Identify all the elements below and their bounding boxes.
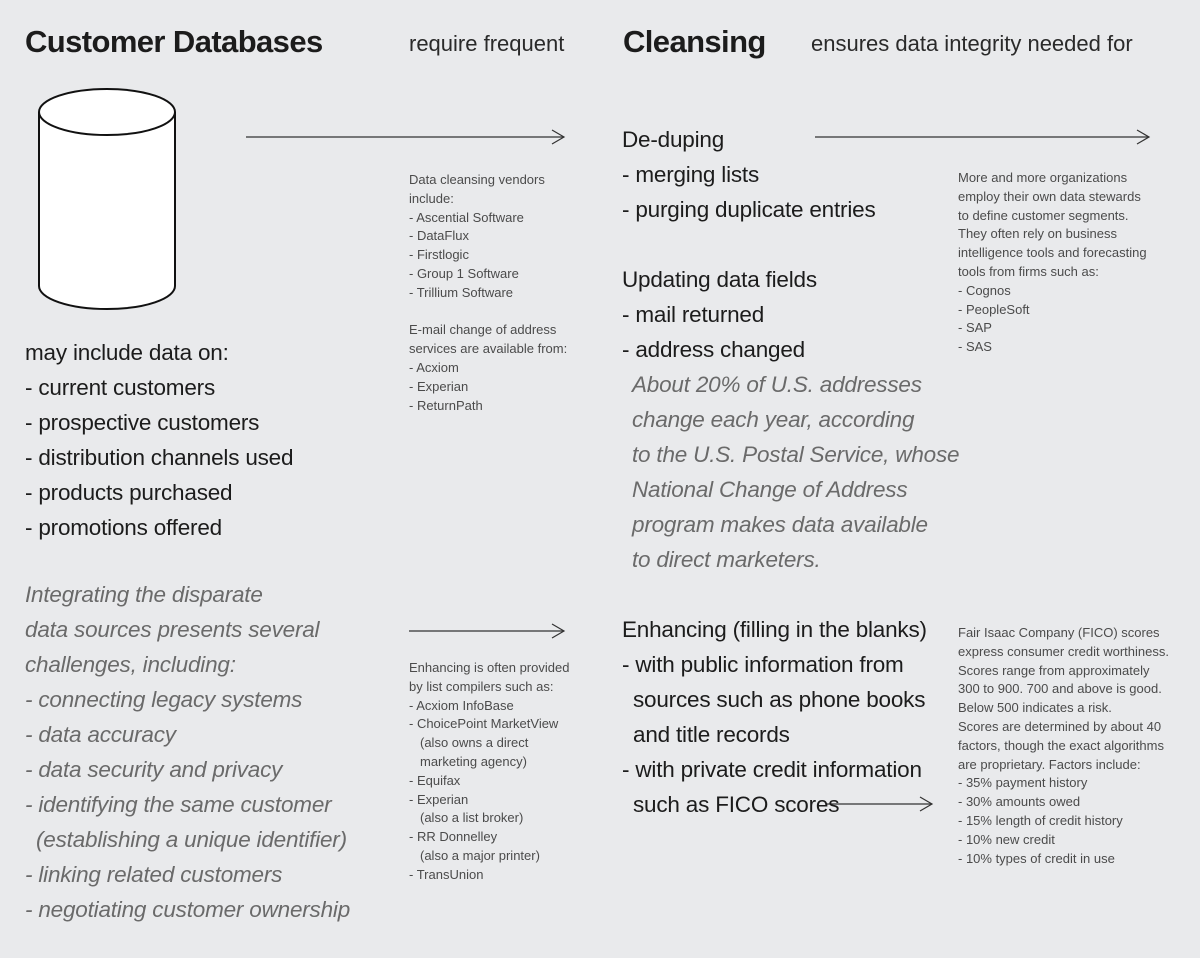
providers-line: - RR Donnelley <box>409 829 498 845</box>
updating-line: - address changed <box>622 337 805 362</box>
includes-item: - promotions offered <box>25 515 222 540</box>
providers-line: Enhancing is often provided <box>409 660 570 675</box>
stewards-line: - SAS <box>958 339 992 355</box>
challenges-line: challenges, including: <box>25 652 236 677</box>
postal-note-line: to the U.S. Postal Service, whose <box>632 442 960 467</box>
providers-line: by list compilers such as: <box>409 678 554 694</box>
enhancing-line: and title records <box>633 722 790 747</box>
fico-line: are proprietary. Factors include: <box>958 756 1141 772</box>
email-services-line: services are available from: <box>409 341 568 357</box>
enhancing-line: - with private credit information <box>622 757 922 782</box>
fico-line: - 15% length of credit history <box>958 812 1123 828</box>
stewards-line: employ their own data stewards <box>958 188 1141 204</box>
includes-item: - products purchased <box>25 480 233 505</box>
challenges-line: - identifying the same customer <box>25 792 332 817</box>
stewards-line: intelligence tools and forecasting <box>958 245 1147 261</box>
stewards-line: - SAP <box>958 320 992 336</box>
fico-line: 300 to 900. 700 and above is good. <box>958 681 1162 697</box>
providers-line: (also a major printer) <box>420 847 540 863</box>
vendors-line: - Ascential Software <box>409 209 524 225</box>
challenges-line: - linking related customers <box>25 862 283 887</box>
challenges-line: Integrating the disparate <box>25 582 263 607</box>
challenges-line: data sources presents several <box>25 617 320 642</box>
vendors-line: Data cleansing vendors <box>409 172 545 187</box>
postal-service-note <box>632 367 959 577</box>
challenges-line: - connecting legacy systems <box>25 687 303 712</box>
vendors-line: - Trillium Software <box>409 284 514 300</box>
vendors-line: - Group 1 Software <box>409 265 519 281</box>
providers-line: - ChoicePoint MarketView <box>409 716 559 732</box>
email-services-line: - Acxiom <box>409 359 459 375</box>
includes-heading: may include data on: <box>25 340 229 365</box>
challenges-line: - data accuracy <box>25 722 176 747</box>
fico-line: Scores are determined by about 40 <box>958 718 1162 734</box>
vendors-line: - Firstlogic <box>409 247 469 263</box>
includes-item: - current customers <box>25 375 215 400</box>
fico-line: - 30% amounts owed <box>958 794 1081 810</box>
databases-includes-block <box>25 335 293 545</box>
updating-line: Updating data fields <box>622 267 817 292</box>
providers-line: - Acxiom InfoBase <box>409 697 514 713</box>
enhancing-line: such as FICO scores <box>633 792 840 817</box>
stewards-line: More and more organizations <box>958 170 1128 185</box>
arrow-to-enhancing <box>409 624 569 640</box>
fico-line: Fair Isaac Company (FICO) scores <box>958 625 1160 640</box>
challenges-line: - data security and privacy <box>25 757 283 782</box>
postal-note-line: program makes data available <box>632 512 928 537</box>
stewards-line: - PeopleSoft <box>958 301 1030 317</box>
customer-databases-title: Customer Databases <box>25 24 323 59</box>
ensures-integrity-text: ensures data integrity needed for <box>811 31 1133 56</box>
email-services-line: E-mail change of address <box>409 322 557 338</box>
includes-item: - distribution channels used <box>25 445 294 470</box>
fico-line: - 35% payment history <box>958 775 1088 791</box>
enhancing-block <box>622 612 927 822</box>
fico-line: Below 500 indicates a risk. <box>958 700 1112 716</box>
updating-block <box>622 262 817 367</box>
updating-line: - mail returned <box>622 302 765 327</box>
postal-note-line: About 20% of U.S. addresses <box>632 372 922 397</box>
arrow-databases-to-cleansing <box>246 130 568 146</box>
deduping-line: - merging lists <box>622 162 760 187</box>
stewards-line: They often rely on business <box>958 226 1117 242</box>
vendors-line: - DataFlux <box>409 228 469 244</box>
providers-line: (also owns a direct <box>420 735 529 751</box>
providers-line: - TransUnion <box>409 866 484 882</box>
providers-line: - Experian <box>409 791 469 807</box>
email-services-line: - Experian <box>409 378 469 394</box>
includes-item: - prospective customers <box>25 410 260 435</box>
providers-line: (also a list broker) <box>420 810 524 826</box>
providers-line: marketing agency) <box>420 753 527 769</box>
deduping-line: - purging duplicate entries <box>622 197 876 222</box>
deduping-block <box>622 122 876 227</box>
enhancing-line: - with public information from <box>622 652 904 677</box>
challenges-line: - negotiating customer ownership <box>25 897 351 922</box>
enhancing-providers-note <box>409 659 569 885</box>
postal-note-line: National Change of Address <box>632 477 908 502</box>
challenges-line: (establishing a unique identifier) <box>36 827 347 852</box>
cleansing-vendors-note <box>409 171 567 415</box>
database-cylinder-icon <box>38 88 178 310</box>
data-stewards-note <box>958 169 1147 357</box>
stewards-line: - Cognos <box>958 282 1011 298</box>
deduping-line: De-duping <box>622 127 725 152</box>
postal-note-line: change each year, according <box>632 407 915 432</box>
fico-line: - 10% new credit <box>958 831 1055 847</box>
email-services-line: - ReturnPath <box>409 397 483 413</box>
fico-line: - 10% types of credit in use <box>958 850 1115 866</box>
require-frequent-text: require frequent <box>409 31 565 56</box>
postal-note-line: to direct marketers. <box>632 547 821 572</box>
fico-line: express consumer credit worthiness. <box>958 643 1169 659</box>
fico-line: factors, though the exact algorithms <box>958 737 1164 753</box>
providers-line: - Equifax <box>409 772 461 788</box>
fico-line: Scores range from approximately <box>958 662 1150 678</box>
cleansing-title: Cleansing <box>623 24 766 59</box>
enhancing-line: sources such as phone books <box>633 687 926 712</box>
stewards-line: tools from firms such as: <box>958 263 1099 279</box>
integration-challenges-block <box>25 577 350 927</box>
fico-scores-note <box>958 624 1169 868</box>
enhancing-line: Enhancing (filling in the blanks) <box>622 617 927 642</box>
stewards-line: to define customer segments. <box>958 207 1129 223</box>
vendors-line: include: <box>409 190 454 206</box>
